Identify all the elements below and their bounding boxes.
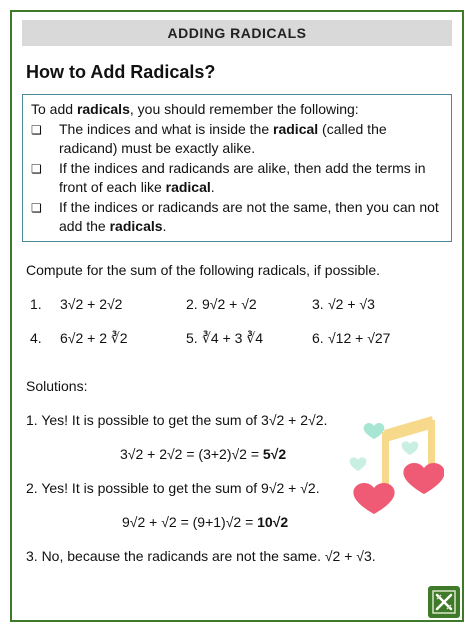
solution-1-text: 1. Yes! It is possible to get the sum of 3√2 + 2√2.: [26, 412, 328, 428]
info-bullet: ❏ If the indices or radicands are not the same, then you can not add the radicals.: [31, 198, 441, 237]
problem-item: 3. √2 + √3: [312, 296, 375, 312]
solution-1-answer: 5√2: [262, 446, 287, 462]
checkbox-bullet-icon: ❏: [31, 161, 42, 176]
solution-2-text: 2. Yes! It is possible to get the sum of 9√2 + √2.: [26, 480, 320, 496]
page-title: ADDING RADICALS: [22, 20, 452, 46]
info-bullet: ❏ The indices and what is inside the radical (called the radicand) must be exactly alike.: [31, 120, 441, 159]
problem-item: 4. 6√2 + 2 ∛2: [30, 330, 128, 346]
instruction-text: Compute for the sum of the following radicals, if possible.: [26, 262, 381, 278]
solution-3-text: 3. No, because the radicands are not the same. √2 + √3.: [26, 548, 376, 564]
info-intro: To add radicals, you should remember the following:: [31, 101, 359, 117]
solution-2-equation: 9√2 + √2 = (9+1)√2 = 10√2: [122, 514, 289, 530]
checkbox-bullet-icon: ❏: [31, 122, 42, 137]
problem-item: 2. 9√2 + √2: [186, 296, 257, 312]
music-note-hearts-icon: [344, 410, 444, 522]
problem-item: 6. √12 + √27: [312, 330, 391, 346]
solutions-label: Solutions:: [26, 378, 88, 394]
crossed-tools-icon: [428, 586, 460, 618]
solution-1-equation: 3√2 + 2√2 = (3+2)√2 = 5√2: [120, 446, 287, 462]
section-heading: How to Add Radicals?: [26, 62, 216, 82]
checkbox-bullet-icon: ❏: [31, 200, 42, 215]
problem-item: 1. 3√2 + 2√2: [30, 296, 123, 312]
info-box: [22, 94, 452, 242]
problem-item: 5. ∛4 + 3 ∛4: [186, 330, 264, 346]
info-bullet: ❏ If the indices and radicands are alike, then add the terms in front of each like radical.: [31, 159, 441, 198]
solution-2-answer: 10√2: [257, 514, 289, 530]
